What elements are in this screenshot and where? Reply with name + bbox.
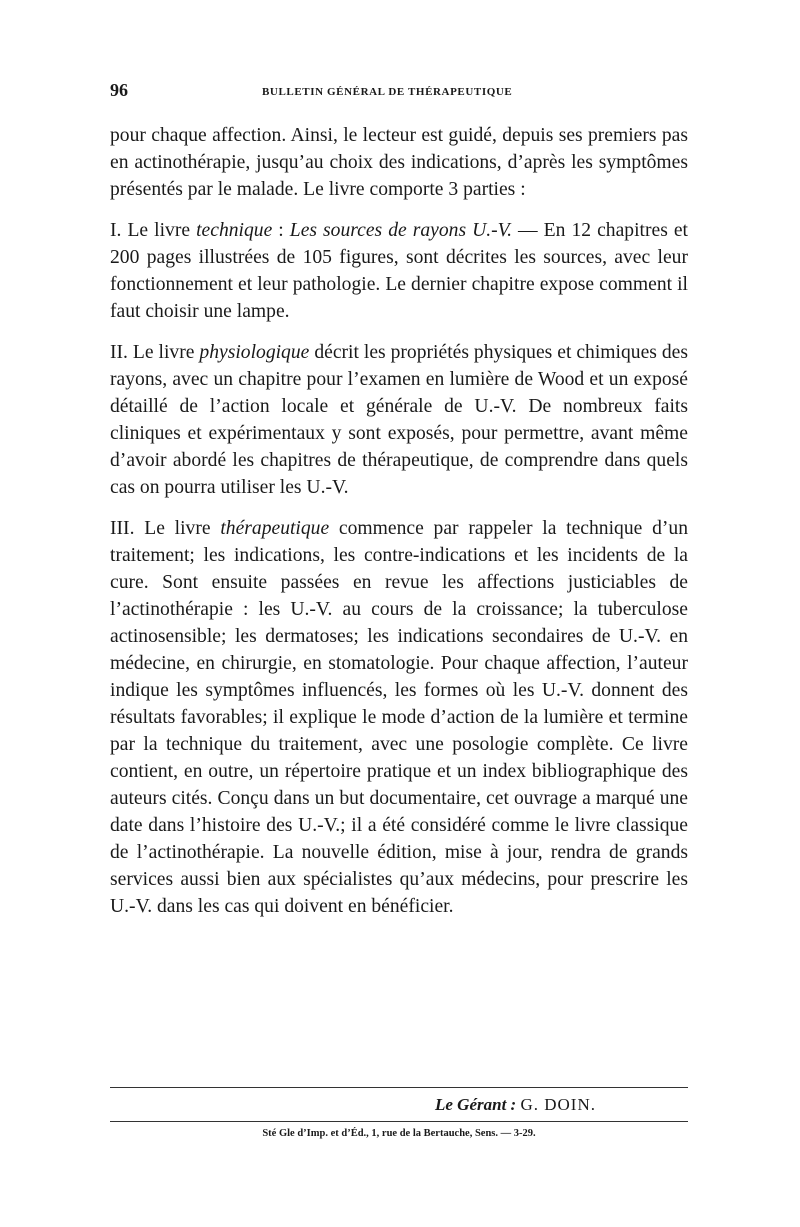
part-numeral: II. <box>110 342 128 363</box>
paragraph-intro: pour chaque affection. Ainsi, le lecteur est guidé, depuis ses premiers pas en actinothérapie, jusqu’au choix des indications, d’après les symptômes présentés par le malade. Le livre comporte 3 parties : <box>110 125 688 200</box>
body-text <box>110 122 688 934</box>
emphasis-physiologique: physiologique <box>199 342 310 363</box>
gerant-signature <box>435 1095 596 1115</box>
paragraph-part-3 <box>110 515 688 920</box>
text-segment: décrit les propriétés physiques et chimiques des rayons, avec un chapitre pour l’examen en lumière de Wood et un exposé détaillé de l’action locale et générale de U.-V. De nombreux faits cliniques et expérimentaux y sont exposés, pour permettre, avant même d’avoir abordé les chapitres de thérapeutique, de comprendre dans quels cas on pourra utiliser les U.-V. <box>110 342 688 498</box>
text-segment: : <box>272 220 290 241</box>
text-segment: — En 12 chapitres et 200 pages illustrées de 105 figures, sont décrites les sources, avec leur fonctionnement et leur pathologie. Le dernier chapitre expose comment il faut choisir une lampe. <box>110 220 688 322</box>
text-segment: Le livre <box>127 342 200 363</box>
footer-rule-top <box>110 1087 688 1088</box>
paragraph-part-2 <box>110 339 688 501</box>
emphasis-technique: technique <box>196 220 273 241</box>
paragraph-part-1 <box>110 217 688 325</box>
text-segment: commence par rappeler la technique d’un traitement; les indications, les contre-indications et les incidents de la cure. Sont ensuite passées en revue les affections justiciables de l’actinothérapie : les U.-V. au cours de la croissance; la tuberculose actinosensible; les dermatoses; les indications secondaires de U.-V. en médecine, en chirurgie, en stomatologie. Pour chaque affection, l’auteur indique les symptômes influencés, les formes où les U.-V. donnent des résultats favorables; il explique le mode d’action de la lumière et termine par la technique du traitement, avec une posologie complète. Ce livre contient, en outre, un répertoire pratique et un index bibliographique des auteurs cités. Conçu dans un but documentaire, cet ouvrage a marqué une date dans l’histoire des U.-V.; il a été considéré comme le livre classique de l’actinothérapie. La nouvelle édition, mise à jour, rendra de grands services aussi bien aux spécialistes qu’aux médecins, pour prescrire les U.-V. dans les cas qui doivent en bénéficier. <box>110 518 688 917</box>
text-segment: Le livre <box>121 220 197 241</box>
part-numeral: III. <box>110 518 135 539</box>
gerant-label: Le Gérant : <box>435 1095 517 1114</box>
running-title: BULLETIN GÉNÉRAL DE THÉRAPEUTIQUE <box>262 86 513 98</box>
emphasis-book-subtitle: Les sources de rayons U.-V. <box>289 220 513 241</box>
footer-rule-bottom <box>110 1121 688 1122</box>
page-number: 96 <box>110 80 128 100</box>
page-header <box>110 80 688 102</box>
gerant-name: G. DOIN. <box>520 1095 596 1114</box>
printer-imprint: Sté Gle d’Imp. et d’Éd., 1, rue de la Bertauche, Sens. — 3-29. <box>262 1128 536 1139</box>
part-numeral: I. <box>110 220 122 241</box>
text-segment: Le livre <box>134 518 221 539</box>
emphasis-therapeutique: thérapeutique <box>220 518 330 539</box>
